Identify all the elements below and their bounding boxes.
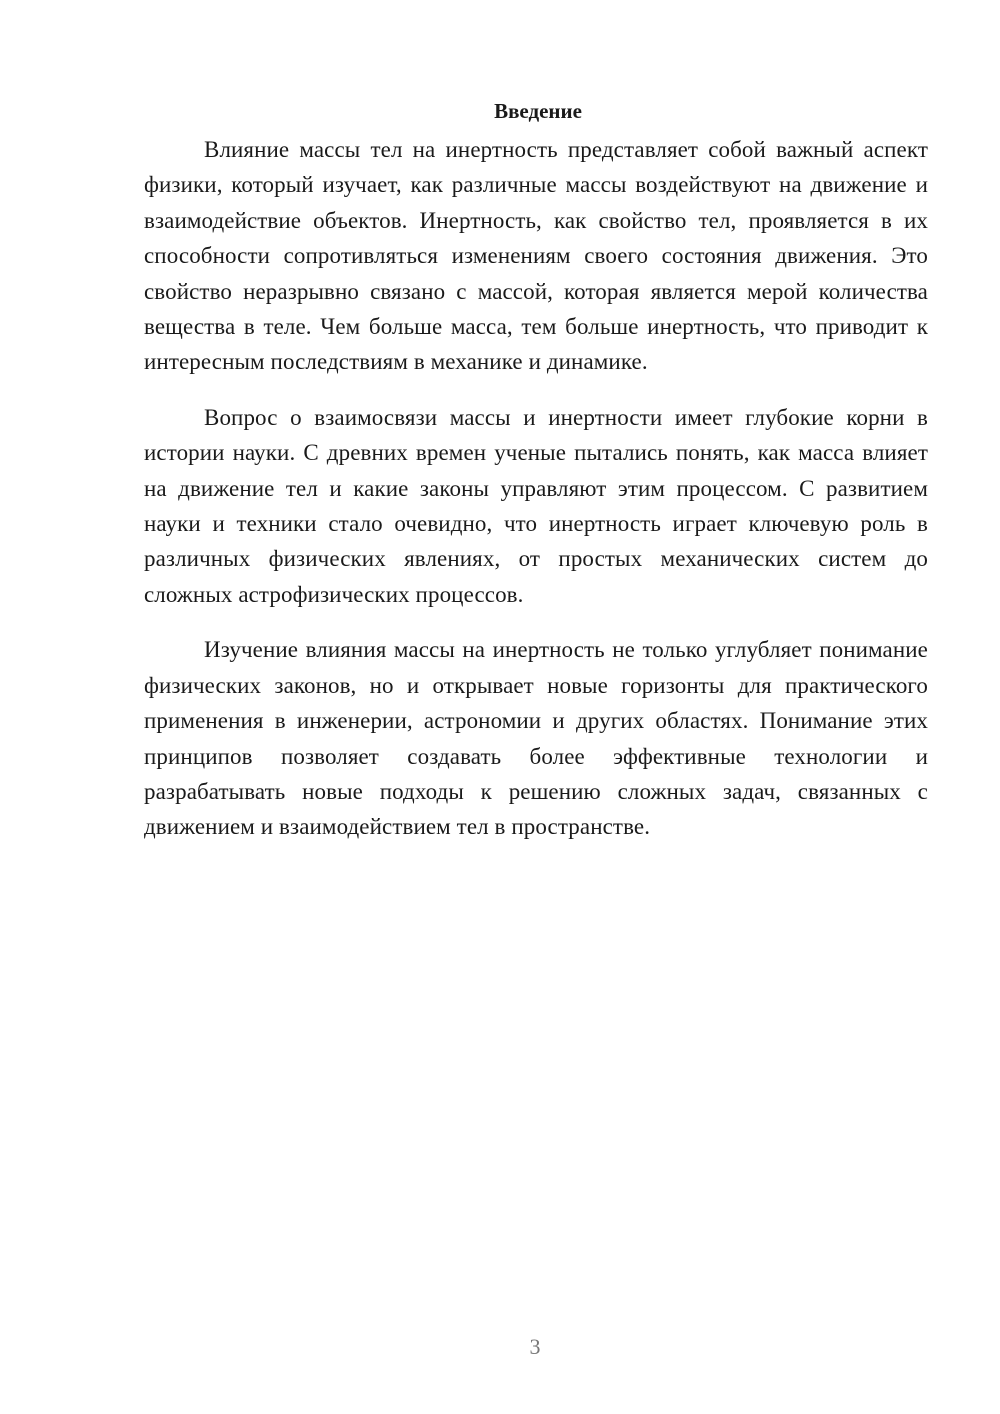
paragraph-3: Изучение влияния массы на инертность не только углубляет понимание физических законов, но и открывает новые горизонты для практического применения в инженерии, астрономии и других областях. Понимание этих принципов позволяет создавать более эффективные технологии и разрабатывать новые подходы к решению сложных задач, связанных с движением и взаимодействием тел в пространстве. bbox=[144, 637, 928, 840]
page-content bbox=[144, 94, 928, 865]
paragraph-2: Вопрос о взаимосвязи массы и инертности имеет глубокие корни в истории науки. С древних времен ученые пытались понять, как масса влияет на движение тел и какие законы управляют этим процессом. С развитием науки и техники стало очевидно, что инертность играет ключевую роль в различных физических явлениях, от простых механических систем до сложных астрофизических процессов. bbox=[144, 404, 928, 607]
paragraph-1: Влияние массы тел на инертность представляет собой важный аспект физики, который изучает, как различные массы воздействуют на движение и взаимодействие объектов. Инертность, как свойство тел, проявляется в их способности сопротивляться изменениям своего состояния движения. Это свойство неразрывно связано с массой, которая является мерой количества вещества в теле. Чем больше масса, тем больше инертность, что приводит к интересным последствиям в механике и динамике. bbox=[144, 137, 928, 375]
page-number: 3 bbox=[529, 1334, 541, 1359]
section-title: Введение bbox=[494, 99, 582, 123]
